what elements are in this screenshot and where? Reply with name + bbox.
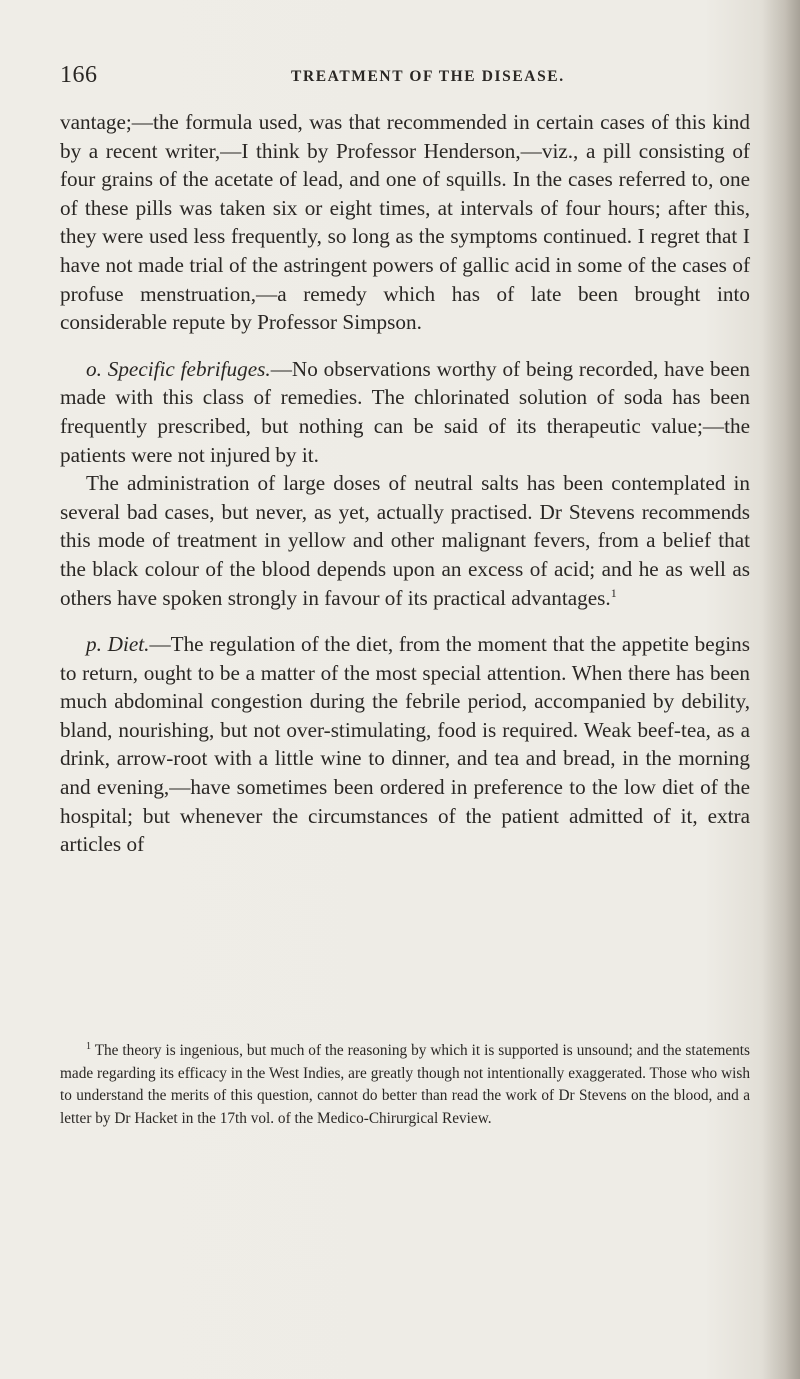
- paragraph-diet: [60, 630, 750, 859]
- paragraph-neutral-salts: [60, 469, 750, 612]
- paragraph-text: vantage;—the formula used, was that recommended in certain cases of this kind by a recent writer,—I think by Professor Henderson,—viz., a pill consisting of four grains of the acetate of lead, and one of squills. In the cases referred to, one of these pills was taken six or eight times, at intervals of four hours; after this, they were used less frequently, so long as the symptoms continued. I regret that I have not made trial of the astringent powers of gallic acid in some of the cases of profuse menstruation,—a remedy which has of late been brought into considerable repute by Professor Simpson.: [60, 110, 750, 335]
- page-body: [60, 108, 750, 859]
- footnote-marker: 1: [86, 1040, 91, 1052]
- page-edge-shadow: [762, 0, 800, 1379]
- running-title-text: TREATMENT OF THE DISEASE.: [291, 68, 565, 85]
- paragraph-text: The administration of large doses of neutral salts has been contemplated in several bad cases, but never, as yet, actually practised. Dr Stevens recommends this mode of treatment in yellow and other malignant fevers, from a belief that the black colour of the blood depends upon an excess of acid; and he as well as others have spoken strongly in favour of its practical advantages.: [60, 471, 750, 610]
- page-number: 166: [60, 62, 98, 88]
- paragraph-text: —The regulation of the diet, from the moment that the appetite begins to return, ought to be a matter of the most special attention. When there has been much abdominal congestion during the febrile period, accompanied by debility, bland, nourishing, but not over-stimulating, food is required. Weak beef-tea, as a drink, arrow-root with a little wine to dinner, and tea and bread, in the morning and evening,—have sometimes been ordered in preference to the low diet of the hospital; but whenever the circumstances of the patient admitted of it, extra articles of: [60, 632, 750, 857]
- paragraph-text: —No observations worthy of being recorded, have been made with this class of remedies. The chlorinated solution of soda has been frequently prescribed, but nothing can be said of its therapeutic value;—the patients were not injured by it.: [60, 356, 750, 467]
- paragraph-continuation: [60, 108, 750, 337]
- section-lead: p. Diet.: [86, 632, 150, 657]
- paragraph-specific-febrifuges: [60, 355, 750, 469]
- footnote-reference: 1: [610, 585, 617, 600]
- footnote: [60, 1040, 750, 1130]
- section-lead: o. Specific febrifuges.: [86, 356, 271, 381]
- page-header: [60, 62, 750, 92]
- running-title: [180, 68, 740, 86]
- footnote-text: The theory is ingenious, but much of the reasoning by which it is supported is unsound; and the statements made regarding its efficacy in the West Indies, are greatly though not intentionally exaggerated. Those who wish to understand the merits of this question, cannot do better than read the work of Dr Stevens on the blood, and a letter by Dr Hacket in the 17th vol. of the Medico-Chirurgical Review.: [60, 1042, 750, 1127]
